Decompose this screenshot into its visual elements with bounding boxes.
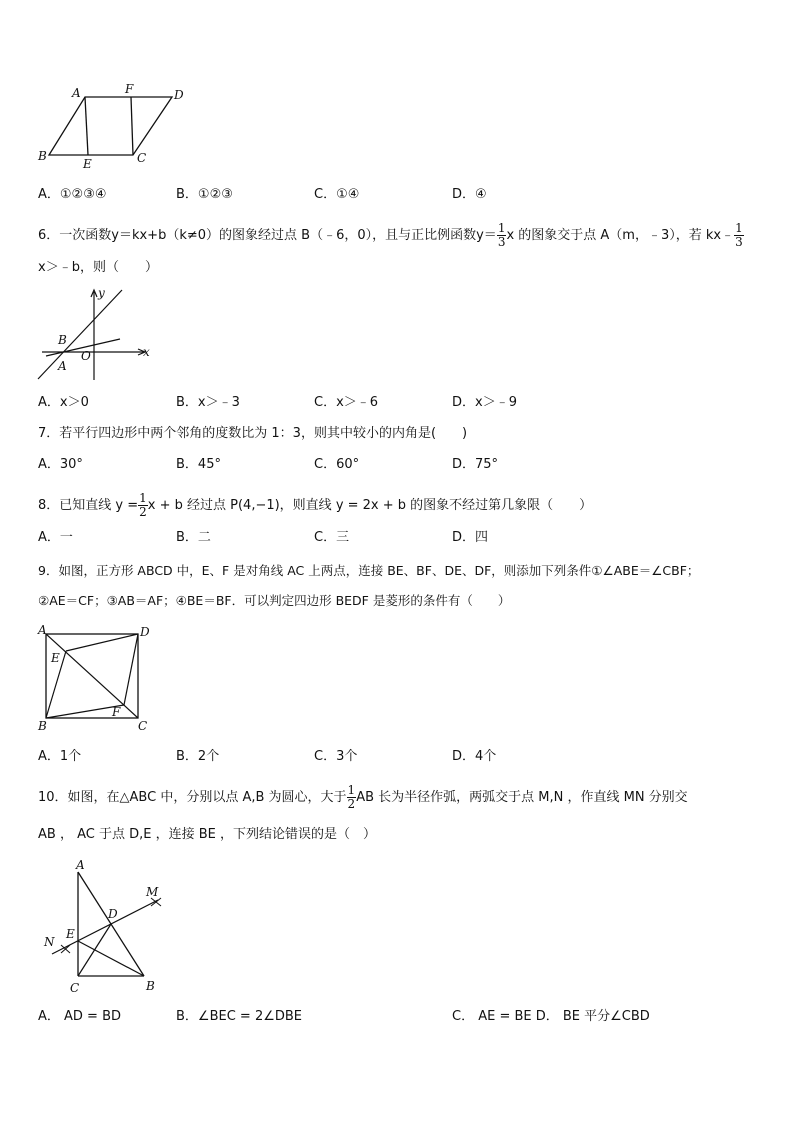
q7-option-d[interactable]: D．75° xyxy=(452,457,499,472)
q9-option-a[interactable]: A．1个 xyxy=(38,749,82,764)
q9-question-line2: ②AE＝CF；③AB＝AF；④BE＝BF．可以判定四边形 BEDF 是菱形的条件有（ ） xyxy=(38,593,511,608)
q6-fraction-one-third-b: $\frac{1}{3}$ xyxy=(735,221,743,249)
q5-option-d[interactable]: D．④ xyxy=(452,187,487,202)
q10-option-c-d[interactable]: C． AE = BE D． BE 平分∠CBD xyxy=(452,1009,650,1024)
q5-option-c[interactable]: C．①④ xyxy=(314,187,360,202)
q10-text-part2: AB 长为半径作弧，两弧交于点 M,N ，作直线 MN 分别交 xyxy=(356,790,688,805)
q6-label-x: x xyxy=(143,345,150,359)
q10-option-b[interactable]: B．∠BEC = 2∠DBE xyxy=(176,1009,303,1024)
q7-option-c[interactable]: C．60° xyxy=(314,457,360,472)
q9-option-c[interactable]: C．3个 xyxy=(314,749,358,764)
q10-label-a: A xyxy=(76,858,85,872)
q10-text-part1: 10．如图，在△ABC 中，分别以点 A,B 为圆心，大于 xyxy=(38,790,347,805)
q5-label-e: E xyxy=(83,157,92,170)
q10-question-line1 xyxy=(38,784,688,811)
q6-label-y: y xyxy=(98,286,105,300)
q9-label-f: F xyxy=(112,705,121,719)
q10-fraction-one-half: $\frac{1}{2}$ xyxy=(347,783,356,811)
q7-option-b[interactable]: B．45° xyxy=(176,457,221,472)
q9-label-c: C xyxy=(138,719,148,733)
q6-option-b[interactable]: B．x＞﹣3 xyxy=(176,395,240,410)
q7-question-text: 7．若平行四边形中两个邻角的度数比为 1：3，则其中较小的内角是( ) xyxy=(38,426,468,441)
q10-option-a[interactable]: A． AD = BD xyxy=(38,1009,122,1024)
q9-square-figure xyxy=(30,620,160,738)
q8-fraction-one-half: $\frac{1}{2}$ xyxy=(139,491,147,519)
q9-label-d: D xyxy=(140,625,150,639)
q6-text-part2: x 的图象交于点 A（m，﹣3），若 kx﹣ xyxy=(506,228,735,243)
q9-label-a: A xyxy=(38,623,47,637)
q7-option-a[interactable]: A．30° xyxy=(38,457,83,472)
q5-label-d: D xyxy=(174,88,184,102)
q5-parallelogram-figure xyxy=(30,80,200,170)
q5-option-b[interactable]: B．①②③ xyxy=(176,187,233,202)
q8-option-a[interactable]: A．一 xyxy=(38,530,73,545)
q10-question-line2: AB ， AC 于点 D,E ，连接 BE ，下列结论错误的是（ ） xyxy=(38,827,376,842)
q6-label-b: B xyxy=(58,333,67,347)
q9-option-b[interactable]: B．2个 xyxy=(176,749,220,764)
q6-label-a: A xyxy=(58,359,67,373)
q10-label-b: B xyxy=(146,979,155,993)
q5-option-a[interactable]: A．①②③④ xyxy=(38,187,107,202)
q6-question-line2: x＞﹣b，则（ ） xyxy=(38,260,158,275)
q10-label-m: M xyxy=(146,885,159,899)
q5-label-a: A xyxy=(72,86,81,100)
q8-option-b[interactable]: B．二 xyxy=(176,530,211,545)
q10-label-e: E xyxy=(66,927,75,941)
q8-question-text xyxy=(38,492,592,519)
q10-triangle-figure xyxy=(36,856,176,998)
q6-text-part1: 6．一次函数y＝kx+b（k≠0）的图象经过点 B（﹣6，0），且与正比例函数y＝ xyxy=(38,228,497,243)
q6-graph-figure xyxy=(30,284,160,384)
q8-option-c[interactable]: C．三 xyxy=(314,530,350,545)
q6-option-d[interactable]: D．x＞﹣9 xyxy=(452,395,517,410)
q9-label-b: B xyxy=(38,719,47,733)
q8-option-d[interactable]: D．四 xyxy=(452,530,489,545)
q8-text-part1: 8．已知直线 y = xyxy=(38,498,139,513)
q6-fraction-one-third: $\frac{1}{3}$ xyxy=(497,221,506,249)
q9-label-e: E xyxy=(51,651,60,665)
q6-option-a[interactable]: A．x＞0 xyxy=(38,395,89,410)
q6-label-o: O xyxy=(81,349,91,363)
q8-text-part2: x + b 经过点 P(4,−1)，则直线 y = 2x + b 的图象不经过第几象限（ ） xyxy=(147,498,593,513)
q5-label-f: F xyxy=(125,82,134,96)
q6-question-line1 xyxy=(38,222,744,249)
q5-label-b: B xyxy=(38,149,47,163)
q10-label-n: N xyxy=(44,935,55,949)
q10-label-c: C xyxy=(70,981,80,995)
q9-question-line1: 9．如图，正方形 ABCD 中，E、F 是对角线 AC 上两点，连接 BE、BF、DE、DF，则添加下列条件①∠ABE＝∠CBF； xyxy=(38,563,700,578)
q6-option-c[interactable]: C．x＞﹣6 xyxy=(314,395,379,410)
q5-label-c: C xyxy=(137,151,147,165)
q10-label-d: D xyxy=(108,907,118,921)
q9-option-d[interactable]: D．4个 xyxy=(452,749,497,764)
